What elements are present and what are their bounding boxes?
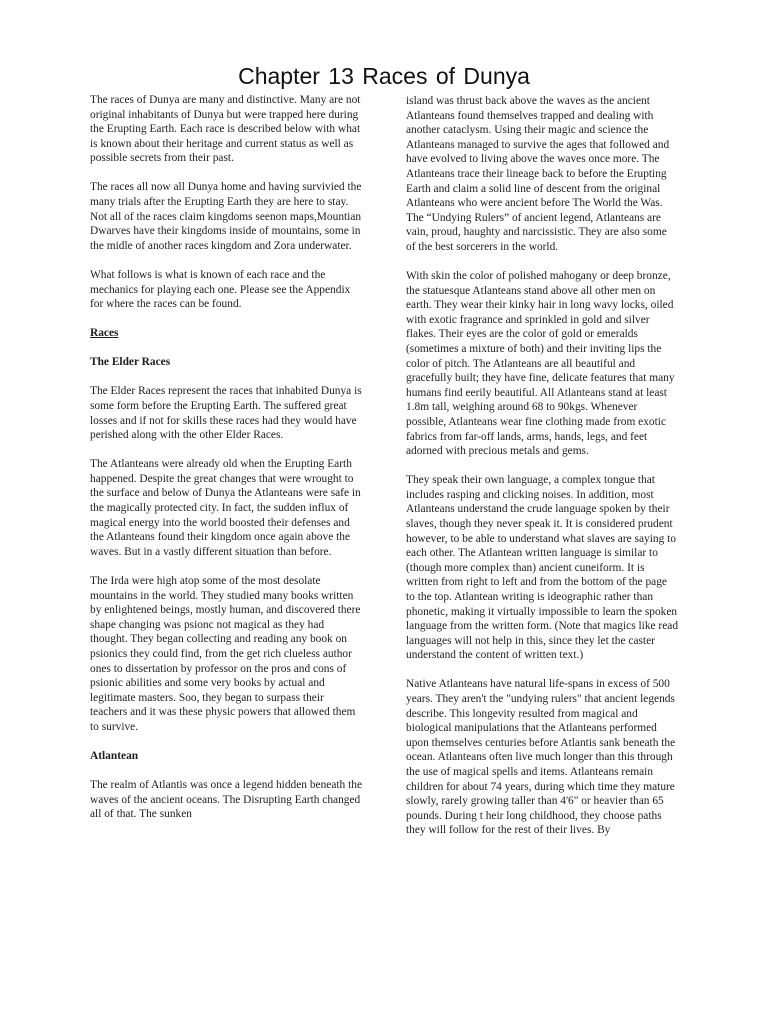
paragraph: The races all now all Dunya home and having survivied the many trials after the Erupting Earth they are here to stay. Not all of the races claim kingdoms seenon maps,Mountian Dwarves have their kingdoms inside of mountains, some in the midle of another races kingdom and Zora underwater. <box>90 181 362 252</box>
section-heading-races: Races <box>90 327 119 340</box>
paragraph: With skin the color of polished mahogany or deep bronze, the statuesque Atlanteans stand above all other men on earth. They wear their kinky hair in long wavy locks, oiled with exotic fragrance and sprinkled in gold and silver flakes. Their eyes are the color of gold or emeralds (sometimes a mixture of both) and their inviting lips the color of pitch. The Atlanteans are all beautiful and gracefully built; they have fine, delicate features that many humans find eerily beautiful. All Atlanteans stand at least 1.8m tall, weighing around 68 to 90kgs. Whenever possible, Atlanteans wear fine clothing made from exotic fabrics from far-off lands, arms, hands, legs, and feet adorned with precious metals and gems. <box>406 270 675 458</box>
paragraph: The realm of Atlantis was once a legend hidden beneath the waves of the ancient oceans. The Disrupting Earth changed all of that. The sunken <box>90 779 363 821</box>
chapter-title: Chapter 13 Races of Dunya <box>238 63 530 90</box>
paragraph: They speak their own language, a complex tongue that includes rasping and clicking noises. In addition, most Atlanteans understand the crude language spoken by their slaves, though they never speak it. It is considered prudent however, to be able to understand what slaves are saying to each other. The Atlantean written language is similar to (though more complex than) ancient cuneiform. It is written from right to left and from the bottom of the page to the top. Atlantean writing is ideographic rather than phonetic, making it virtually impossible to learn the spoken language from the written form. (Note that magics like read languages will not help in this, since they let the caster understand the content of written text.) <box>406 474 679 662</box>
left-column <box>90 93 362 836</box>
paragraph: island was thrust back above the waves as the ancient Atlanteans found themselves trapped and dealing with another cataclysm. Using their magic and science the Atlanteans managed to survive the ages that followed and have evolved to living above the waves once more. The Atlanteans trace their lineage back to before the Erupting Earth and claim a solid line of descent from the original Atlanteans who were ancient before The World the Was. The “Undying Rulers” of ancient legend, Atlanteans are vain, proud, haughty and narcissistic. They are also some of the best sorcerers in the world. <box>406 95 670 253</box>
paragraph: Native Atlanteans have natural life-spans in excess of 500 years. They aren't the "undying rulers" that ancient legends describe. This longevity resulted from magical and biological manipulations that the Atlanteans performed upon themselves centuries before Atlantis sank beneath the ocean. Atlanteans often live much longer than this through the use of magical spells and items. Atlanteans remain children for about 74 years, during which time they mature slowly, rarely growing taller than 4'6" or heavier than 65 pounds. During t heir long childhood, they choose paths they will follow for the rest of their lives. By <box>406 678 676 837</box>
paragraph: The Elder Races represent the races that inhabited Dunya is some form before the Erupting Earth. The suffered great losses and if not for skills these races had they would have perished along with the other Elder Races. <box>90 385 362 442</box>
section-heading-atlantean: Atlantean <box>90 749 139 762</box>
paragraph: The races of Dunya are many and distinctive. Many are not original inhabitants of Dunya but were trapped here during the Erupting Earth. Each race is described below with what is known about their heritage and current status as well as possible secrets from their past. <box>90 94 361 165</box>
paragraph: What follows is what is known of each race and the mechanics for playing each one. Please see the Appendix for where the races can be found. <box>90 268 351 311</box>
right-column <box>406 94 678 853</box>
paragraph: The Irda were high atop some of the most desolate mountains in the world. They studied many books written by enlightened beings, mostly human, and discovered there shape changing was psionc not magical as they had thought. They began collecting and reading any book on psionics they could find, from the get rich clueless author ones to dissertation by professor on the pros and cons of psionic abilities and some very books by actual and legitimate masters. Soo, they began to surpass their teachers and it was these physic powers that allowed them to survive. <box>90 574 361 733</box>
section-heading-elder-races: The Elder Races <box>90 356 171 369</box>
paragraph: The Atlanteans were already old when the Erupting Earth happened. Despite the great changes that were wrought to the surface and below of Dunya the Atlanteans were safe in the magically protected city. In fact, the sudden influx of magical energy into the world boosted their defenses and the Atlanteans found their kingdom once again above the waves. But in a vastly different situation than before. <box>90 458 361 558</box>
